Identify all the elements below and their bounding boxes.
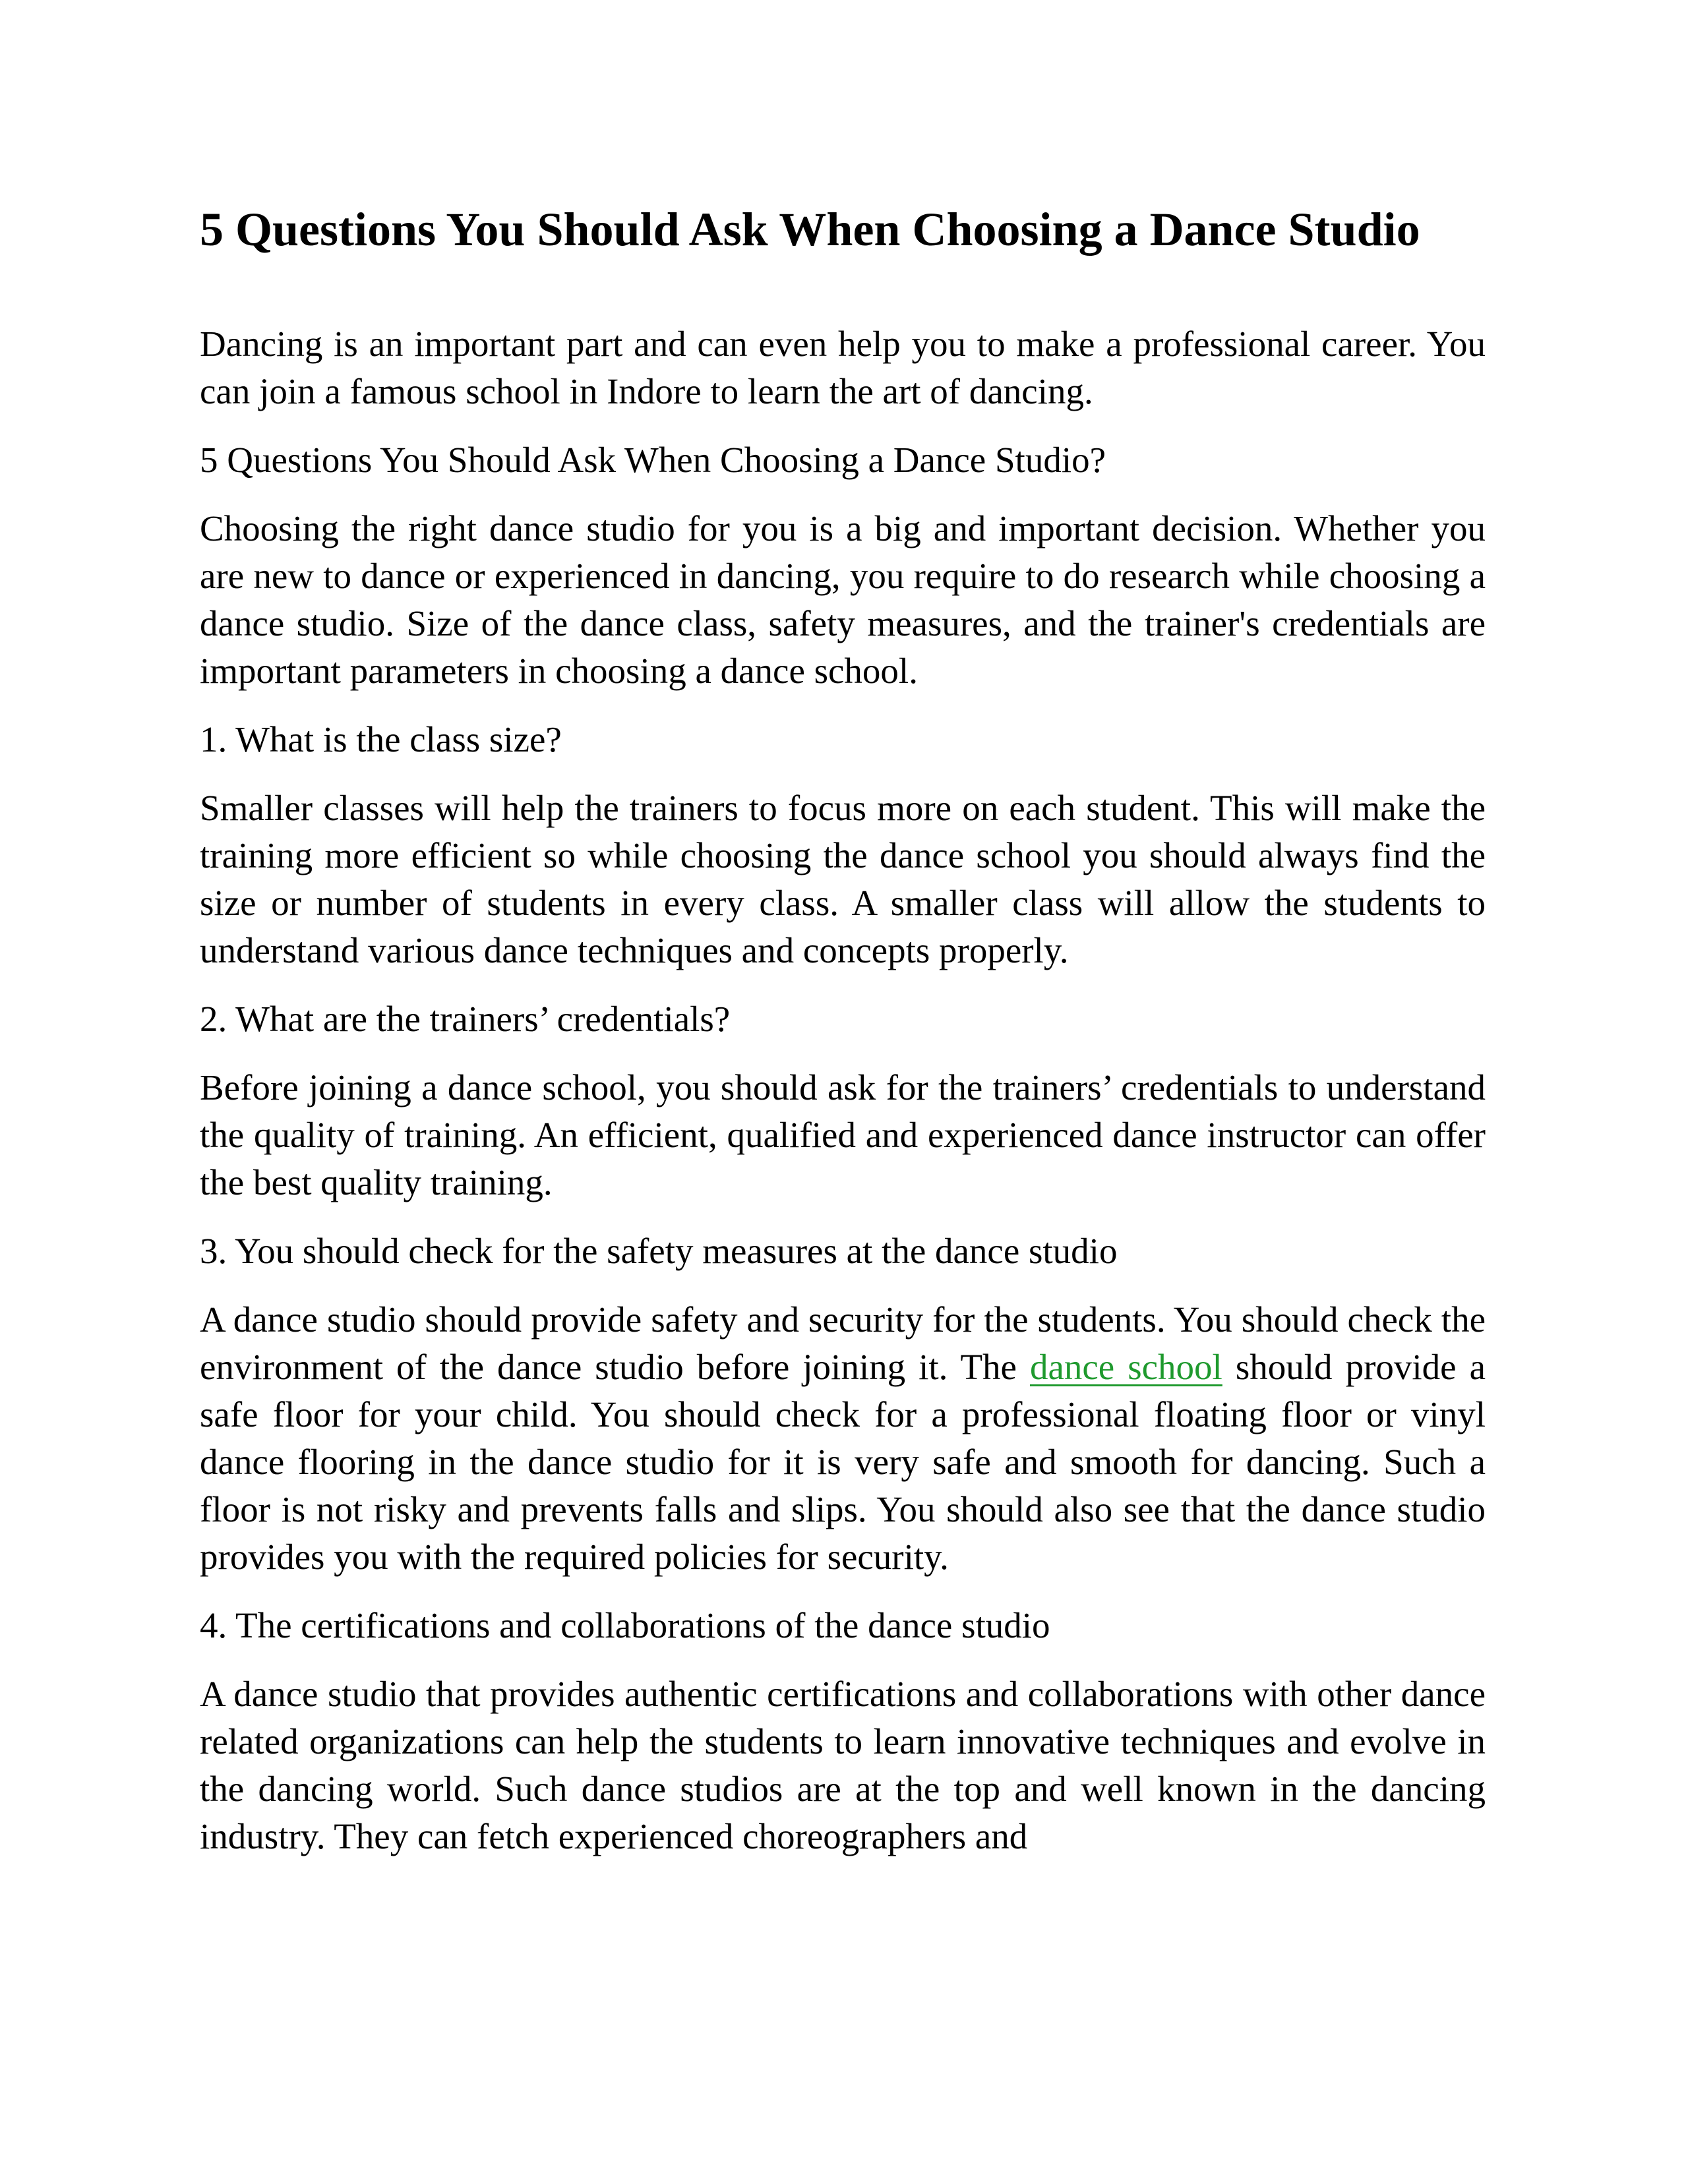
intro-paragraph: Dancing is an important part and can even help you to make a professional career. You can join a famous school in Indore to learn the art of dancing. — [200, 324, 1486, 411]
question-4-paragraph: A dance studio that provides authentic certifications and collaborations with other dance related organizations can help the students to learn innovative techniques and evolve in the dancing world. Such dance studios are at the top and well known in the dancing industry. They can fetch experienced choreographers and — [200, 1674, 1486, 1856]
question-3-paragraph — [200, 1296, 1486, 1581]
question-3-text-before-link: A dance studio should provide safety and security for the students. You should check the environment of the dance studio before joining it. The — [200, 1299, 1486, 1387]
dance-school-link[interactable]: dance school — [1029, 1347, 1222, 1387]
question-4-heading: 4. The certifications and collaborations of the dance studio — [200, 1605, 1050, 1645]
question-1-heading: 1. What is the class size? — [200, 719, 562, 759]
question-2-paragraph: Before joining a dance school, you should ask for the trainers’ credentials to understand the quality of training. An efficient, qualified and experienced dance instructor can offer the best quality training. — [200, 1067, 1486, 1202]
question-3-heading: 3. You should check for the safety measures at the dance studio — [200, 1231, 1118, 1271]
question-3-text-after-link: should provide a safe floor for your child. You should check for a professional floating floor or vinyl dance flooring in the dance studio for it is very safe and smooth for dancing. Such a floor is not risky and prevents falls and slips. You should also see that the dance studio provides you with the required policies for security. — [200, 1347, 1486, 1577]
document-page — [200, 192, 1486, 1881]
page-title: 5 Questions You Should Ask When Choosing a Dance Studio — [200, 203, 1420, 256]
questions-heading: 5 Questions You Should Ask When Choosing a Dance Studio? — [200, 440, 1106, 480]
question-1-paragraph: Smaller classes will help the trainers to focus more on each student. This will make the training more efficient so while choosing the dance school you should always find the size or number of students in every class. A smaller class will allow the students to understand various dance techniques and concepts properly. — [200, 788, 1486, 970]
question-2-heading: 2. What are the trainers’ credentials? — [200, 999, 731, 1039]
article-body — [200, 320, 1486, 1860]
overview-paragraph: Choosing the right dance studio for you is a big and important decision. Whether you are new to dance or experienced in dancing, you require to do research while choosing a dance studio. Size of the dance class, safety measures, and the trainer's credentials are important parameters in choosing a dance school. — [200, 508, 1486, 691]
